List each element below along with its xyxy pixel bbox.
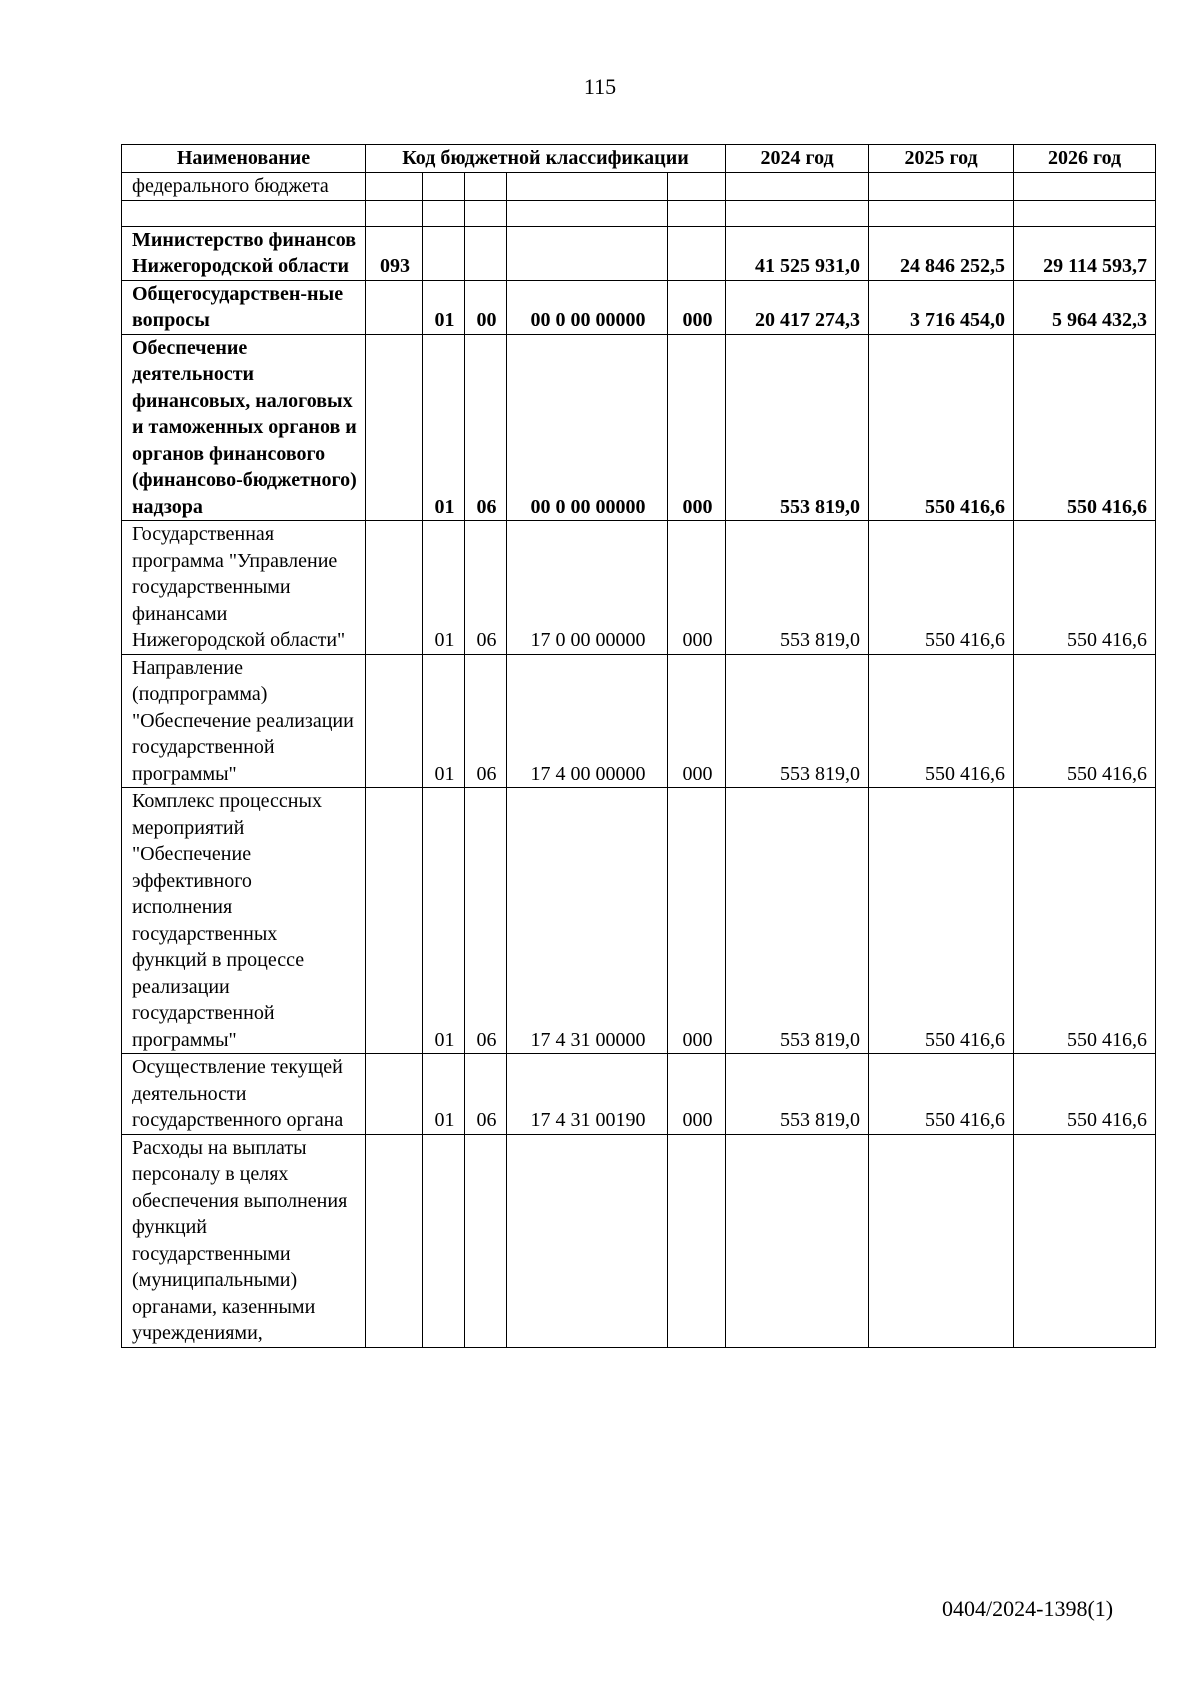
row-ved <box>366 280 423 334</box>
row-rz: 01 <box>423 1054 465 1135</box>
row-ved <box>366 654 423 788</box>
table-row <box>122 280 1156 334</box>
row-2025 <box>869 200 1014 226</box>
row-2024: 553 819,0 <box>726 521 869 655</box>
row-csr <box>507 173 668 201</box>
row-pr <box>465 1134 507 1347</box>
row-csr: 17 4 00 00000 <box>507 654 668 788</box>
row-2024 <box>726 173 869 201</box>
row-pr <box>465 226 507 280</box>
budget-table <box>121 144 1156 1348</box>
row-ved <box>366 521 423 655</box>
row-ved <box>366 200 423 226</box>
table-row <box>122 173 1156 201</box>
table-row <box>122 334 1156 521</box>
row-pr: 06 <box>465 788 507 1054</box>
row-vr: 000 <box>668 1054 726 1135</box>
header-2026: 2026 год <box>1014 145 1156 173</box>
row-name: Комплекс процессных мероприятий "Обеспечение эффективного исполнения государственных функций в процессе реализации государственной программы" <box>122 788 366 1054</box>
row-csr: 17 4 31 00190 <box>507 1054 668 1135</box>
row-2026 <box>1014 200 1156 226</box>
row-name <box>122 200 366 226</box>
row-csr: 17 0 00 00000 <box>507 521 668 655</box>
row-2025 <box>869 1134 1014 1347</box>
row-2024: 553 819,0 <box>726 334 869 521</box>
row-2025: 550 416,6 <box>869 788 1014 1054</box>
document-id: 0404/2024-1398(1) <box>942 1596 1114 1621</box>
row-csr <box>507 1134 668 1347</box>
row-ved <box>366 788 423 1054</box>
row-vr: 000 <box>668 280 726 334</box>
row-rz: 01 <box>423 521 465 655</box>
row-pr: 06 <box>465 334 507 521</box>
row-name: Направление (подпрограмма) "Обеспечение реализации государственной программы" <box>122 654 366 788</box>
row-pr: 06 <box>465 521 507 655</box>
row-2026: 29 114 593,7 <box>1014 226 1156 280</box>
row-name: Осуществление текущей деятельности государственного органа <box>122 1054 366 1135</box>
row-vr <box>668 226 726 280</box>
row-csr: 00 0 00 00000 <box>507 280 668 334</box>
row-2026: 5 964 432,3 <box>1014 280 1156 334</box>
row-2026: 550 416,6 <box>1014 788 1156 1054</box>
row-2024: 553 819,0 <box>726 654 869 788</box>
header-2024: 2024 год <box>726 145 869 173</box>
row-2025: 3 716 454,0 <box>869 280 1014 334</box>
row-ved <box>366 1134 423 1347</box>
row-pr <box>465 173 507 201</box>
row-2025: 24 846 252,5 <box>869 226 1014 280</box>
row-pr: 00 <box>465 280 507 334</box>
header-code: Код бюджетной классификации <box>366 145 726 173</box>
row-2025: 550 416,6 <box>869 1054 1014 1135</box>
table-header-row <box>122 145 1156 173</box>
row-csr: 00 0 00 00000 <box>507 334 668 521</box>
row-2024 <box>726 200 869 226</box>
row-rz <box>423 226 465 280</box>
row-ved <box>366 173 423 201</box>
row-vr <box>668 200 726 226</box>
row-2025: 550 416,6 <box>869 521 1014 655</box>
row-rz <box>423 1134 465 1347</box>
row-rz: 01 <box>423 334 465 521</box>
row-2025: 550 416,6 <box>869 334 1014 521</box>
row-vr: 000 <box>668 334 726 521</box>
table-row <box>122 521 1156 655</box>
header-name: Наименование <box>122 145 366 173</box>
row-2026 <box>1014 173 1156 201</box>
table-row <box>122 226 1156 280</box>
row-rz: 01 <box>423 280 465 334</box>
row-vr: 000 <box>668 788 726 1054</box>
page-number: 115 <box>583 74 617 99</box>
row-2025 <box>869 173 1014 201</box>
row-2026: 550 416,6 <box>1014 521 1156 655</box>
row-2024: 553 819,0 <box>726 1054 869 1135</box>
row-name: Министерство финансов Нижегородской области <box>122 226 366 280</box>
row-rz <box>423 173 465 201</box>
row-name: Общегосударствен-ные вопросы <box>122 280 366 334</box>
row-pr: 06 <box>465 654 507 788</box>
row-rz <box>423 200 465 226</box>
row-vr: 000 <box>668 654 726 788</box>
table-row <box>122 788 1156 1054</box>
row-name: федерального бюджета <box>122 173 366 201</box>
table-row <box>122 1134 1156 1347</box>
row-rz: 01 <box>423 788 465 1054</box>
row-pr <box>465 200 507 226</box>
row-vr <box>668 1134 726 1347</box>
row-ved: 093 <box>366 226 423 280</box>
row-name: Обеспечение деятельности финансовых, налоговых и таможенных органов и органов финансового (финансово-бюджетного) надзора <box>122 334 366 521</box>
row-2026: 550 416,6 <box>1014 334 1156 521</box>
row-csr: 17 4 31 00000 <box>507 788 668 1054</box>
row-2025: 550 416,6 <box>869 654 1014 788</box>
row-csr <box>507 200 668 226</box>
row-pr: 06 <box>465 1054 507 1135</box>
row-2026: 550 416,6 <box>1014 1054 1156 1135</box>
row-vr <box>668 173 726 201</box>
row-2026 <box>1014 1134 1156 1347</box>
row-2024: 20 417 274,3 <box>726 280 869 334</box>
row-ved <box>366 334 423 521</box>
row-rz: 01 <box>423 654 465 788</box>
row-name: Государственная программа "Управление государственными финансами Нижегородской области" <box>122 521 366 655</box>
row-2024 <box>726 1134 869 1347</box>
row-ved <box>366 1054 423 1135</box>
row-2024: 41 525 931,0 <box>726 226 869 280</box>
row-vr: 000 <box>668 521 726 655</box>
row-csr <box>507 226 668 280</box>
row-name: Расходы на выплаты персоналу в целях обеспечения выполнения функций государственными (муниципальными) органами, казенными учреждениями, <box>122 1134 366 1347</box>
row-2024: 553 819,0 <box>726 788 869 1054</box>
row-2026: 550 416,6 <box>1014 654 1156 788</box>
table-row <box>122 654 1156 788</box>
table-row <box>122 200 1156 226</box>
header-2025: 2025 год <box>869 145 1014 173</box>
table-row <box>122 1054 1156 1135</box>
